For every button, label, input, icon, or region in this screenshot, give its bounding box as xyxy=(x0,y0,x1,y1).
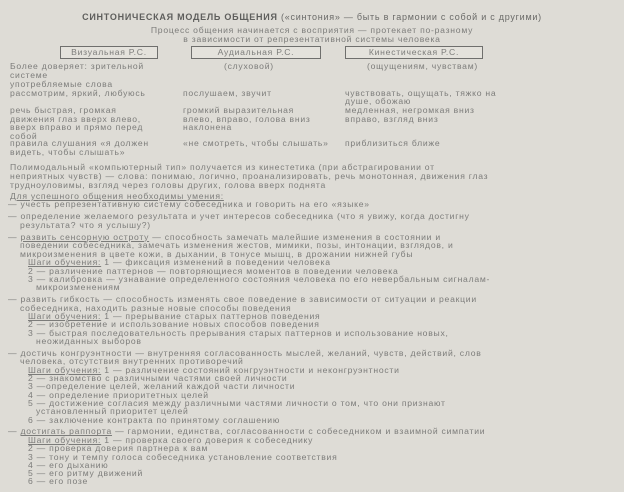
column-header-auditory: Аудиальная Р.С. xyxy=(191,46,321,59)
page-title xyxy=(0,13,624,22)
step-text: 2 — изобретение и использование новых способов поведения xyxy=(28,319,320,330)
skill-heading xyxy=(8,295,620,312)
step-text: 4 — его дыханию xyxy=(28,459,109,470)
subtitle-line: в зависимости от репрезентативной системы человека xyxy=(183,34,441,44)
step-text: 4 — определение приоритетных целей xyxy=(28,389,209,400)
skill-rest: развить гибкость — способность изменять свое поведение в зависимости от ситуации и реакции собеседника, находить разные новые способы поведения xyxy=(20,293,477,313)
skill-item xyxy=(8,233,620,292)
table-cell: речь быстрая, громкая движения глаз вверх влево, вверх вправо и прямо перед собой xyxy=(10,105,144,141)
skill-heading xyxy=(8,200,620,209)
skill-rest: учесть репрезентативную систему собеседника и говорить на его «языке» xyxy=(20,199,370,209)
step-text: 2 — проверка доверия партнера к вам xyxy=(28,443,209,454)
table-cell: приблизиться ближе xyxy=(345,138,441,148)
skill-item xyxy=(8,212,620,229)
skill-dash: — xyxy=(8,199,21,209)
training-step xyxy=(14,477,620,485)
table-cell: правила слушания «я должен видеть, чтобы слышать» xyxy=(10,138,149,157)
step-text: 5 — достижение согласия между различными частями личности о том, что они признают установленный приоритет целей xyxy=(28,398,446,417)
step-text: 2 — различение паттернов — повторяющиеся моментов в поведении человека xyxy=(28,265,399,276)
subtitle xyxy=(0,26,624,44)
step-text: 1 — различение состояний конгруэнтности и неконгруэнтности xyxy=(101,364,400,375)
table-cell: Более доверяет: зрительной системе xyxy=(10,61,144,80)
skill-dash: — xyxy=(8,210,21,221)
skill-rest: достичь конгруэнтности — внутренняя согласованность мыслей, желаний, чувств, действий, слов человека, отсутствия внутренних противоречий xyxy=(20,347,482,367)
skill-item xyxy=(8,295,620,345)
step-text: 3 — быстрая последовательность прерывания старых паттернов и использование новых, неожиданных выборов xyxy=(28,327,449,346)
training-step xyxy=(14,275,620,292)
skill-rest: — гармонии, единства, согласованности с собеседником и взаимной симпатии xyxy=(112,426,486,437)
skill-rest: определение желаемого результата и учет интересов собеседника (что я увижу, когда достигну результата? что я услышу?) xyxy=(20,210,470,230)
step-text: 2 — знакомство с различными частями своей личности xyxy=(28,373,288,384)
skill-heading xyxy=(8,349,620,366)
title-bold: СИНТОНИЧЕСКАЯ МОДЕЛЬ ОБЩЕНИЯ xyxy=(82,12,278,22)
skill-item xyxy=(8,427,620,485)
skill-dash: — xyxy=(8,347,21,358)
column-sub-kinesthetic: (ощущениям, чувствам) xyxy=(367,61,478,71)
steps-label: Шаги обучения: xyxy=(28,311,102,322)
step-text: 3 —определение целей, желаний каждой части личности xyxy=(28,381,296,392)
training-step xyxy=(14,416,620,424)
training-step xyxy=(14,469,620,477)
step-text: 1 — проверка своего доверия к собеседнику xyxy=(101,434,314,445)
table-cell: медленная, негромкая вниз вправо, взгляд вниз xyxy=(345,105,475,124)
skills-list xyxy=(8,200,620,489)
steps-label: Шаги обучения: xyxy=(28,257,102,268)
table-cell: «не смотреть, чтобы слышать» xyxy=(183,138,329,148)
skill-term: развить сенсорную остроту xyxy=(20,231,150,242)
table-cell: употребляемые слова рассмотрим, яркий, любуюсь xyxy=(10,79,146,98)
training-step xyxy=(14,329,620,346)
skill-heading xyxy=(8,212,620,229)
skill-dash: — xyxy=(8,426,21,437)
skill-rest: — способность замечать малейшие изменения в состоянии и поведении собеседника, замечать изменения жестов, мимики, позы, интонации, взглядов, и микроизменения в цвете кожи, в дыхании, в тонусе мышц, в дрожании нижней губы xyxy=(20,231,454,259)
skill-heading xyxy=(8,233,620,259)
step-text: 3 — калибровка — узнавание определенного состояния человека по его невербальным сигналам- микроизменениям xyxy=(28,273,491,293)
step-text: 6 — его позе xyxy=(28,476,88,487)
steps-label: Шаги обучения: xyxy=(28,364,102,375)
step-text: 1 — фиксация изменений в поведении человека xyxy=(101,257,331,268)
column-header-kinesthetic: Кинестическая Р.С. xyxy=(345,46,483,59)
steps-label: Шаги обучения: xyxy=(28,434,102,445)
polymodal-paragraph: Полимодальный «компьютерный тип» получается из кинестетика (при абстрагировании от неприятных чувств) — слова: понимаю, логично, проанализировать, речь монотонная, движения глаз трудноуловимы, взгляд через головы других, голова вверх поднята xyxy=(10,162,489,190)
title-rest: («синтония» — быть в гармонии с собой и с другими) xyxy=(277,12,542,22)
table-cell: послушаем, звучит xyxy=(183,87,272,98)
skill-item xyxy=(8,349,620,424)
column-header-visual: Визуальная Р.С. xyxy=(60,46,158,59)
subtitle-line: Процесс общения начинается с восприятия — протекает по-разному xyxy=(150,25,474,35)
skill-item xyxy=(8,200,620,209)
skill-dash: — xyxy=(8,231,21,242)
training-step xyxy=(14,399,620,416)
skill-term: достигать раппорта xyxy=(20,426,113,437)
step-text: 1 — прерывание старых паттернов поведения xyxy=(101,311,321,322)
skill-dash: — xyxy=(8,293,21,304)
table-cell: громкий выразительная влево, вправо, голова вниз наклонена xyxy=(183,105,311,133)
table-cell: чувствовать, ощущать, тяжко на душе, обожаю xyxy=(345,87,497,107)
step-text: 6 — заключение контракта по принятому соглашению xyxy=(28,414,281,425)
step-text: 3 — тону и темпу голоса собеседника установление соответствия xyxy=(28,451,338,462)
skills-heading: Для успешного общения необходимы умения: xyxy=(10,191,224,201)
step-text: 5 — его ритму движений xyxy=(28,468,144,479)
column-sub-auditory: (слуховой) xyxy=(224,61,274,71)
